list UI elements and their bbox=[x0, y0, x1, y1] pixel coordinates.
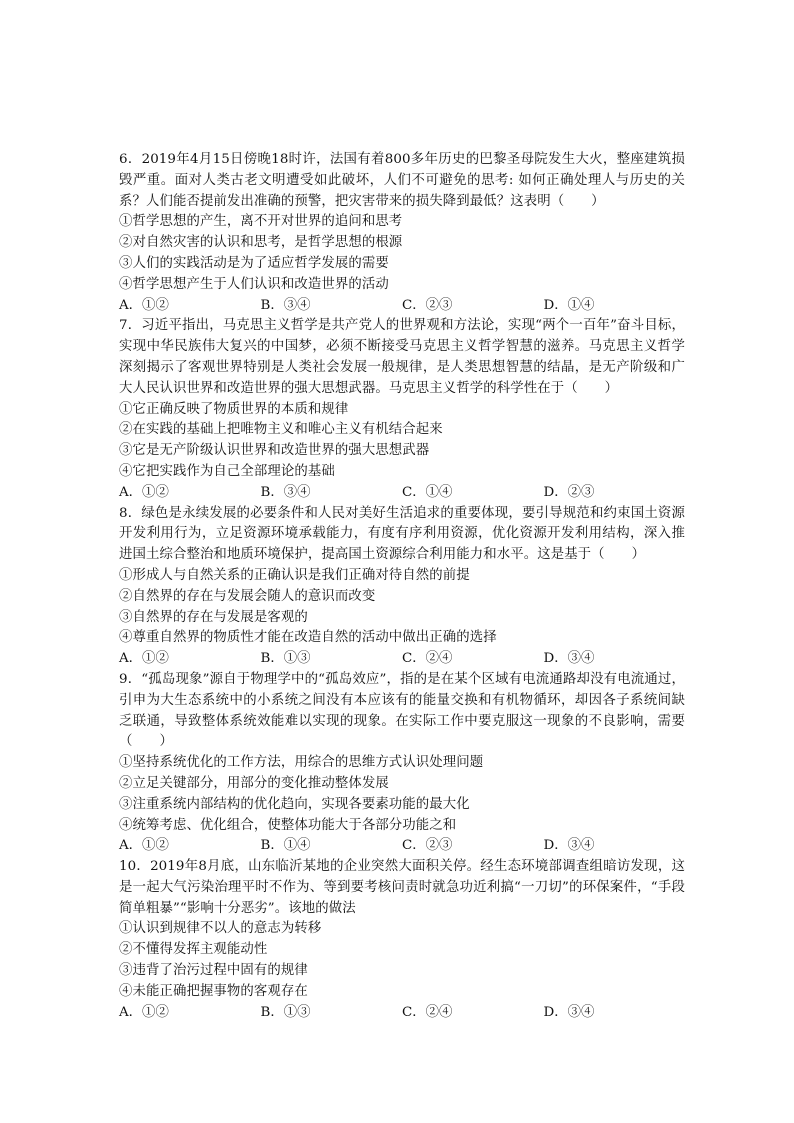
option-a[interactable]: A．①② bbox=[119, 651, 169, 667]
statement-item: ④哲学思想产生于人们认识和改造世界的活动 bbox=[119, 276, 389, 292]
statement-item: ②自然界的存在与发展会随人的意识而改变 bbox=[119, 588, 376, 604]
statement-item: ③注重系统内部结构的优化趋向，实现各要素功能的最大化 bbox=[119, 796, 470, 812]
question-10 bbox=[119, 857, 685, 1023]
answer-options bbox=[119, 483, 685, 504]
statement-item: ④尊重自然界的物质性才能在改造自然的活动中做出正确的选择 bbox=[119, 630, 497, 646]
statement-item: ①形成人与自然关系的正确认识是我们正确对待自然的前提 bbox=[119, 567, 470, 583]
statement-item: ③人们的实践活动是为了适应哲学发展的需要 bbox=[119, 255, 389, 271]
question-6 bbox=[119, 150, 685, 316]
option-d[interactable]: D．③④ bbox=[543, 1004, 595, 1020]
answer-options bbox=[119, 836, 685, 857]
statement-item: ①认识到规律不以人的意志为转移 bbox=[119, 921, 322, 937]
statement-item: ①哲学思想的产生，离不开对世界的追问和思考 bbox=[119, 214, 403, 230]
statement-item: ③自然界的存在与发展是客观的 bbox=[119, 609, 308, 625]
question-stem: 7．习近平指出，马克思主义哲学是共产党人的世界观和方法论，实现“两个一百年”奋斗目标，实现中华民族伟大复兴的中国梦，必须不断接受马克思主义哲学智慧的滋养。马克思主义哲学深刻揭示了客观世界特别是人类社会发展一般规律，是人类思想智慧的结晶，是无产阶级和广大人民认识世界和改造世界的强大思想武器。马克思主义哲学的科学性在于（ ） bbox=[119, 318, 685, 396]
option-a[interactable]: A．①② bbox=[119, 297, 169, 313]
option-a[interactable]: A．①② bbox=[119, 1004, 169, 1020]
option-c[interactable]: C．②④ bbox=[402, 651, 453, 667]
statement-item: ②不懂得发挥主观能动性 bbox=[119, 942, 268, 958]
exam-page bbox=[119, 150, 685, 1023]
question-stem: 9．“孤岛现象”源自于物理学中的“孤岛效应”，指的是在某个区域有电流通路却没有电流通过，引申为大生态系统中的小系统之间没有本应该有的能量交换和有机物循环，却因各子系统间缺乏联通，导致整体系统效能难以实现的现象。在实际工作中要克服这一现象的不良影响，需要（ ） bbox=[119, 671, 685, 750]
question-stem: 6．2019年4月15日傍晚18时许，法国有着800多年历史的巴黎圣母院发生大火，整座建筑损毁严重。面对人类古老文明遭受如此破坏，人们不可避免的思考: 如何正确处理人与历史的关系？人们能否提前发出准确的预警，把灾害带来的损失降到最低？这表明（ ） bbox=[119, 152, 685, 209]
option-b[interactable]: B．③④ bbox=[260, 297, 311, 313]
option-d[interactable]: D．③④ bbox=[543, 651, 595, 667]
statement-item: ④它把实践作为自己全部理论的基础 bbox=[119, 463, 335, 479]
statement-item: ③违背了治污过程中固有的规律 bbox=[119, 963, 308, 979]
answer-options bbox=[119, 1003, 685, 1024]
option-c[interactable]: C．②③ bbox=[402, 838, 453, 854]
option-c[interactable]: C．②④ bbox=[402, 1004, 453, 1020]
option-b[interactable]: B．①③ bbox=[260, 651, 311, 667]
question-stem: 8．绿色是永续发展的必要条件和人民对美好生活追求的重要体现，要引导规范和约束国土资源开发利用行为，立足资源环境承载能力，有度有序利用资源，优化资源开发利用结构，深入推进国土综合整治和地质环境保护，提高国土资源综合利用能力和水平。这是基于（ ） bbox=[119, 505, 685, 563]
statement-item: ①坚持系统优化的工作方法，用综合的思维方式认识处理问题 bbox=[119, 755, 484, 771]
statement-item: ③它是无产阶级认识世界和改造世界的强大思想武器 bbox=[119, 443, 430, 459]
option-b[interactable]: B．①③ bbox=[260, 1004, 311, 1020]
question-stem: 10．2019年8月底，山东临沂某地的企业突然大面积关停。经生态环境部调查组暗访发现，这是一起大气污染治理平时不作为、等到要考核问责时就急功近利搞“一刀切”的环保案件，“手段简单粗暴”“影响十分恶劣”。该地的做法 bbox=[119, 859, 685, 916]
option-d[interactable]: D．③④ bbox=[543, 838, 595, 854]
answer-options bbox=[119, 649, 685, 670]
question-8 bbox=[119, 504, 685, 670]
answer-options bbox=[119, 296, 685, 317]
option-d[interactable]: D．①④ bbox=[543, 297, 595, 313]
statement-item: ①它正确反映了物质世界的本质和规律 bbox=[119, 401, 349, 417]
option-a[interactable]: A．①② bbox=[119, 838, 169, 854]
question-7 bbox=[119, 316, 685, 503]
option-c[interactable]: C．②③ bbox=[402, 297, 453, 313]
statement-item: ④统筹考虑、优化组合，使整体功能大于各部分功能之和 bbox=[119, 817, 457, 833]
option-b[interactable]: B．③④ bbox=[260, 484, 311, 500]
option-d[interactable]: D．②③ bbox=[543, 484, 595, 500]
option-c[interactable]: C．①④ bbox=[402, 484, 453, 500]
statement-item: ②立足关键部分，用部分的变化推动整体发展 bbox=[119, 775, 389, 791]
option-b[interactable]: B．①④ bbox=[260, 838, 311, 854]
question-9 bbox=[119, 670, 685, 857]
option-a[interactable]: A．①② bbox=[119, 484, 169, 500]
statement-item: ②在实践的基础上把唯物主义和唯心主义有机结合起来 bbox=[119, 422, 443, 438]
statement-item: ④未能正确把握事物的客观存在 bbox=[119, 983, 308, 999]
statement-item: ②对自然灾害的认识和思考，是哲学思想的根源 bbox=[119, 235, 403, 251]
